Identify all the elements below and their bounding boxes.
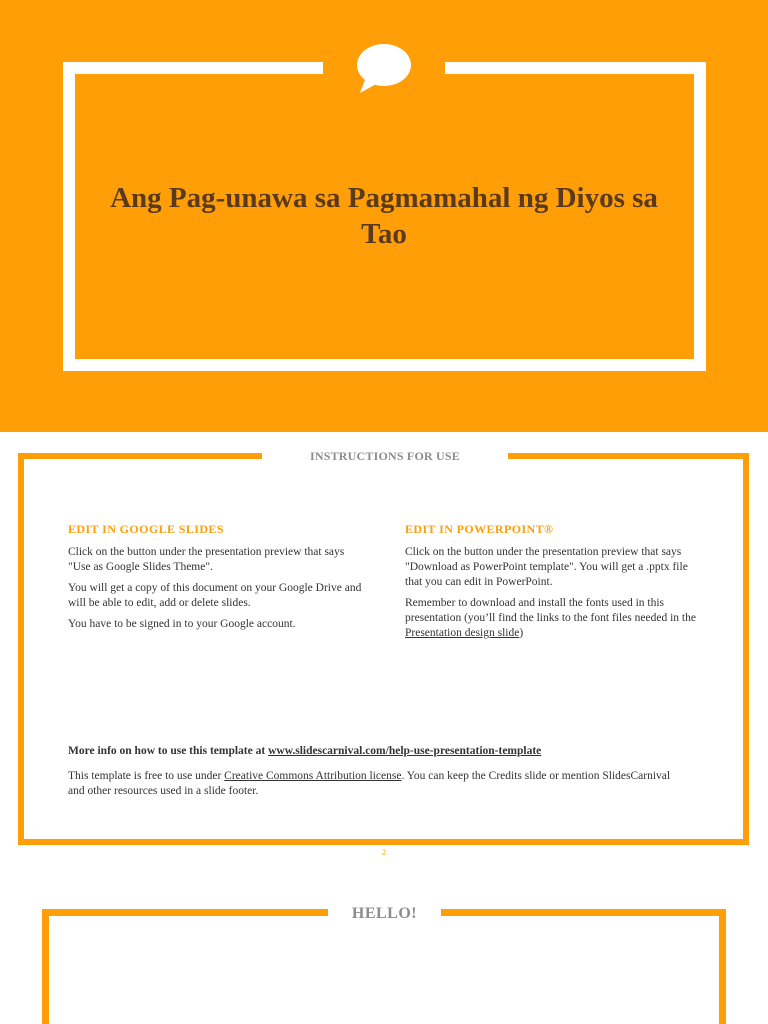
instructions-slide bbox=[0, 432, 768, 864]
more-info-text: More info on how to use this template at bbox=[68, 745, 269, 757]
powerpoint-step-2-text: Remember to download and install the fonts used in this presentation (you’ll find the links to the font files needed in the bbox=[405, 597, 696, 624]
help-url-link[interactable]: www.slidescarnival.com/help-use-presentation-template bbox=[268, 745, 542, 757]
powerpoint-step-2 bbox=[405, 596, 705, 641]
title-slide bbox=[0, 0, 768, 432]
hello-slide bbox=[0, 864, 768, 1024]
google-slides-title: EDIT IN GOOGLE SLIDES bbox=[68, 522, 224, 536]
instructions-heading: INSTRUCTIONS FOR USE bbox=[309, 449, 461, 463]
google-slides-step-3: You have to be signed in to your Google account. bbox=[68, 618, 296, 630]
powerpoint-step-2-end: ) bbox=[519, 627, 524, 639]
powerpoint-title: EDIT IN POWERPOINT® bbox=[405, 522, 554, 536]
presentation-design-slide-link[interactable]: Presentation design slide bbox=[405, 627, 520, 639]
powerpoint-column bbox=[405, 521, 705, 647]
google-slides-column bbox=[68, 521, 368, 638]
hello-heading: HELLO! bbox=[351, 905, 418, 922]
page-number: 2 bbox=[382, 848, 386, 857]
google-slides-step-1: Click on the button under the presentation preview that says "Use as Google Slides Theme". bbox=[68, 546, 345, 573]
speech-bubble-icon bbox=[356, 43, 412, 95]
more-info bbox=[68, 743, 688, 759]
license-text: This template is free to use under bbox=[68, 770, 225, 782]
powerpoint-step-1: Click on the button under the presentation preview that says "Download as PowerPoint template". You will get a .pptx file that you can edit in PowerPoint. bbox=[405, 546, 688, 588]
creative-commons-link[interactable]: Creative Commons Attribution license bbox=[224, 770, 402, 782]
presentation-title: Ang Pag-unawa sa Pagmamahal ng Diyos sa Tao bbox=[110, 182, 658, 250]
hello-frame bbox=[42, 909, 726, 1024]
instructions-footer bbox=[68, 743, 688, 799]
license-text-end: . You can keep the Credits slide or mention SlidesCarnival and other resources used in a slide footer. bbox=[68, 770, 671, 797]
google-slides-step-2: You will get a copy of this document on your Google Drive and will be able to edit, add or delete slides. bbox=[68, 582, 362, 609]
license-note bbox=[68, 769, 688, 799]
